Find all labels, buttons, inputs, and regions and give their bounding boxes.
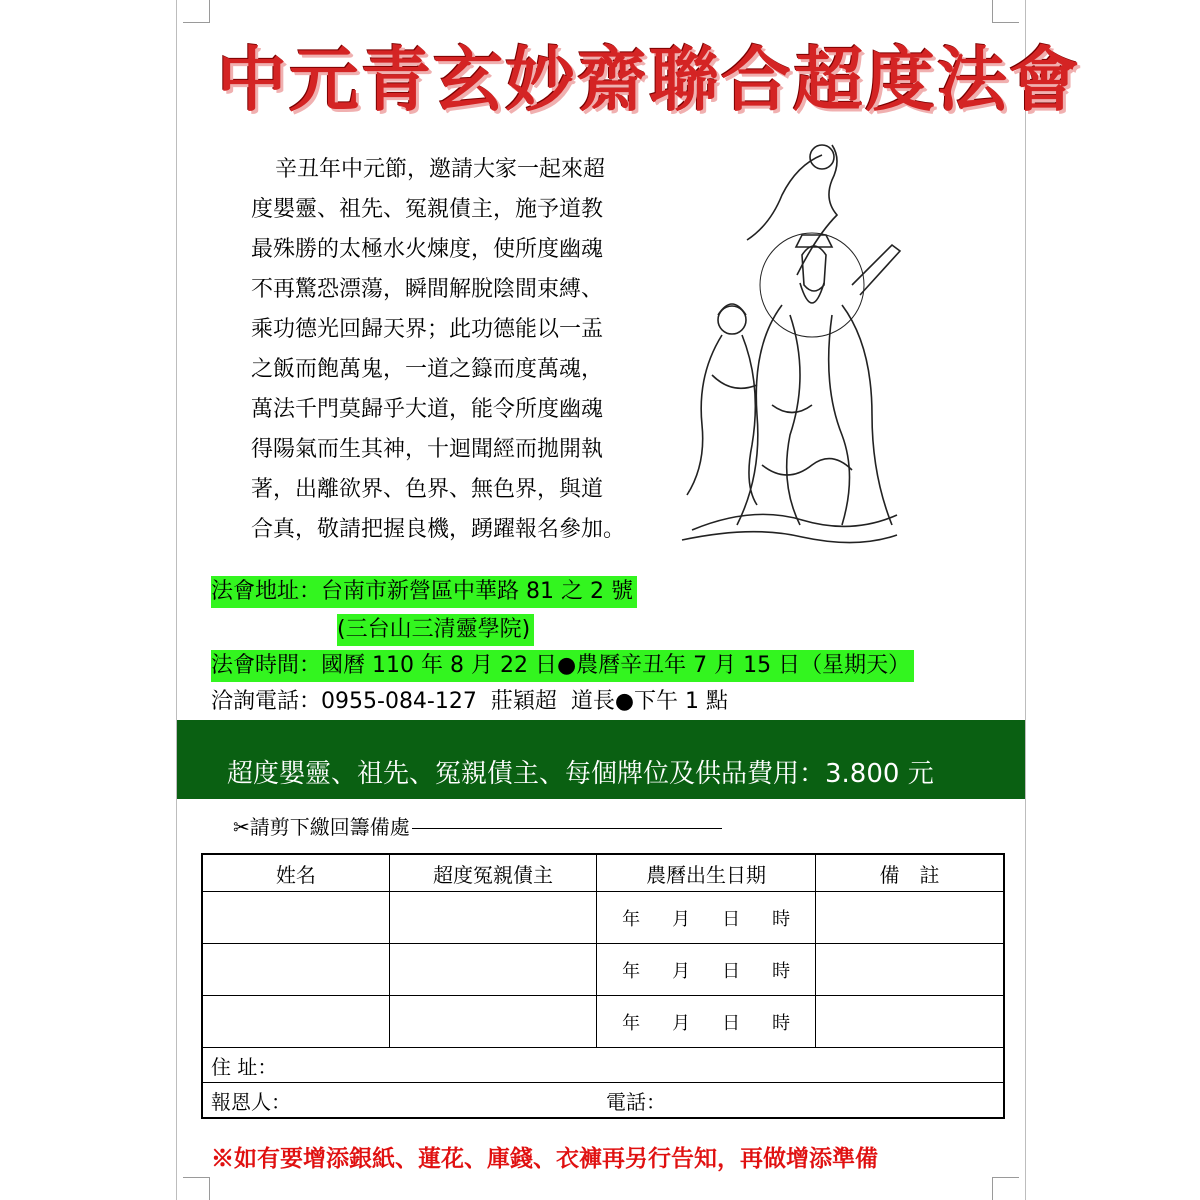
paragraph-line: 合真，敬請把握良機，踴躍報名參加。 [251,517,626,542]
address-label: 法會地址： [211,579,322,604]
phone-value: 0955-084-127 莊穎超 道長●下午 1 點 [321,689,729,714]
birthdate-field[interactable]: 年 月 日 時 [597,996,816,1048]
birthdate-field[interactable]: 年 月 日 時 [597,892,816,944]
address-row [202,1048,1004,1083]
remarks-field[interactable] [816,944,1004,996]
paragraph-line: 之飯而飽萬鬼，一道之籙而度萬魂， [251,357,604,382]
header-name: 姓名 [202,854,389,892]
cut-line [233,811,722,840]
cut-line-text: ✂請剪下繳回籌備處 [233,815,410,839]
reporter-label: 報恩人： [211,1089,291,1114]
header-remarks: 備 註 [816,854,1004,892]
reporter-field[interactable] [202,1083,1004,1119]
creditor-field[interactable] [389,996,596,1048]
paragraph-line: 著，出離欲界、色界、無色界，與道 [251,477,604,502]
paragraph-line: 萬法千門莫歸乎大道，能令所度幽魂 [251,397,604,422]
crop-mark-bottom-right [992,1177,1019,1200]
document-page [176,0,1081,1200]
address-highlight [211,576,637,608]
creditor-field[interactable] [389,892,596,944]
creditor-field[interactable] [389,944,596,996]
name-field[interactable] [202,892,389,944]
crop-mark-top-right [992,0,1019,23]
paragraph-line: 度嬰靈、祖先、冤親債主，施予道教 [251,197,604,222]
reporter-phone-label: 電話： [606,1089,666,1114]
name-field[interactable] [202,996,389,1048]
reporter-row [202,1083,1004,1119]
form-header-row [202,854,1004,892]
header-birthdate: 農曆出生日期 [597,854,816,892]
document-title: 中元青玄妙齋聯合超度法會 [217,38,1081,121]
address-field[interactable]: 住 址： [202,1048,1004,1083]
paragraph-line: 最殊勝的太極水火煉度，使所度幽魂 [251,237,604,262]
cut-rule [412,828,722,829]
paragraph-line: 乘功德光回歸天界；此功德能以一盂 [251,317,604,342]
registration-form [201,853,1005,1119]
remarks-field[interactable] [816,996,1004,1048]
header-creditor: 超度冤親債主 [389,854,596,892]
fee-banner-text: 超度嬰靈、祖先、冤親債主、每個牌位及供品費用：3.800 元 [227,759,934,789]
address-sub-highlight: (三台山三清靈學院) [337,614,534,646]
form-row [202,892,1004,944]
time-label: 法會時間： [211,653,322,678]
ceremony-address [211,576,637,608]
invitation-paragraph [251,150,651,550]
crop-mark-top-left [183,0,210,23]
paragraph-line: 得陽氣而生其神，十迴聞經而拋開執 [251,437,604,462]
phone-label: 洽詢電話： [211,689,322,714]
crop-mark-bottom-left [183,1177,210,1200]
ceremony-address-sub [337,614,534,646]
form-row [202,944,1004,996]
paragraph-line: 辛丑年中元節，邀請大家一起來超 [275,157,606,182]
ceremony-time [211,650,914,682]
fee-banner [177,720,1025,799]
birthdate-field[interactable]: 年 月 日 時 [597,944,816,996]
time-highlight [211,650,914,682]
deity-illustration [672,135,902,550]
address-value: 台南市新營區中華路 81 之 2 號 [321,579,633,604]
remarks-field[interactable] [816,892,1004,944]
time-value: 國曆 110 年 8 月 22 日●農曆辛丑年 7 月 15 日（星期天） [321,653,911,678]
form-row [202,996,1004,1048]
inquiry-phone [211,686,728,718]
name-field[interactable] [202,944,389,996]
paragraph-line: 不再驚恐漂蕩，瞬間解脫陰間束縛、 [251,277,604,302]
footer-note: ※如有要增添銀紙、蓮花、庫錢、衣褲再另行告知，再做增添準備 [211,1145,878,1172]
